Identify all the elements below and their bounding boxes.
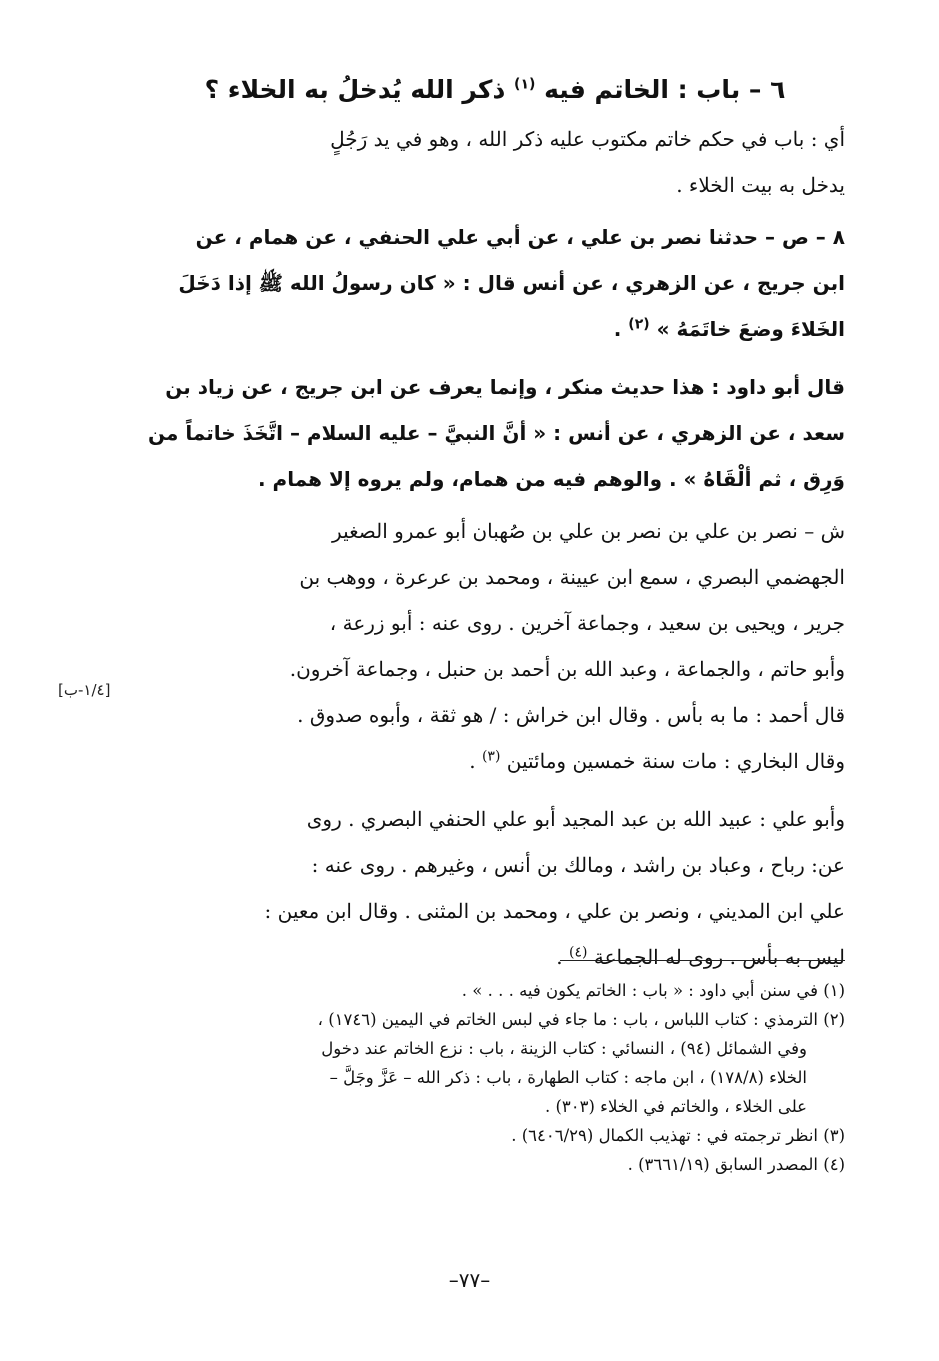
footnote-1: (١) في سنن أبي داود : « باب : الخاتم يكون فيه . . . » . xyxy=(461,981,845,1000)
commentary-2-line-1: وأبو علي : عبيد الله بن عبد المجيد أبو علي الحنفي البصري . روى xyxy=(306,807,845,831)
manuscript-folio-marker: [١/٤-ب] xyxy=(58,681,111,699)
footnote-2-continuation: على الخلاء ، والخاتم في الخلاء (٣٠٣) . xyxy=(544,1097,807,1116)
commentary-block-1 xyxy=(145,508,845,784)
commentary-1-line-2: الجهضمي البصري ، سمع ابن عيينة ، ومحمد بن عرعرة ، ووهب بن xyxy=(299,565,845,589)
commentary-1-line-5: قال أحمد : ما به بأس . وقال ابن خراش : / هو ثقة ، وأبوه صدوق . xyxy=(297,703,845,727)
commentary-1-line-6 xyxy=(145,738,845,784)
abu-dawud-line-2: سعد ، عن الزهري ، عن أنس : « أنَّ النبيَّ – عليه السلام – اتَّخَذَ خاتماً من xyxy=(148,421,845,445)
footnote-2: (٢) الترمذي : كتاب اللباس ، باب : ما جاء في لبس الخاتم في اليمين (١٧٤٦) ، xyxy=(317,1010,845,1029)
footnote-3: (٣) انظر ترجمته في : تهذيب الكمال (٦٤٠٦/٢٩) . xyxy=(511,1126,845,1145)
commentary-1-line-6-end: . xyxy=(469,749,476,773)
commentary-1-line-1: ش – نصر بن علي بن نصر بن علي بن صُهبان أبو عمرو الصغير xyxy=(332,519,845,543)
footnote-2-continuation: وفي الشمائل (٩٤) ، النسائي : كتاب الزينة ، باب : نزع الخاتم عند دخول xyxy=(321,1039,807,1058)
footnote-4: (٤) المصدر السابق (٣٦٦١/١٩) . xyxy=(627,1155,845,1174)
page-number: –٧٧– xyxy=(448,1268,491,1292)
intro-line-2: يدخل به بيت الخلاء . xyxy=(676,173,845,197)
footnotes-section xyxy=(145,976,845,1179)
footnote-ref-2[interactable]: (٢) xyxy=(628,316,650,333)
footnote-divider xyxy=(560,960,845,961)
hadith-line-3 xyxy=(145,306,845,352)
commentary-1-line-6-text: وقال البخاري : مات سنة خمسين ومائتين xyxy=(506,749,845,773)
commentary-2-line-4 xyxy=(145,934,845,980)
hadith-line-3-text: الخَلاءَ وضعَ خاتَمَهُ » xyxy=(656,317,845,341)
abu-dawud-line-3: وَرِق ، ثم ألْقَاهُ » . والوهم فيه من همام، ولم يروه إلا همام . xyxy=(258,467,845,491)
footnote-2-continuation: الخلاء (١٧٨/٨) ، ابن ماجه : كتاب الطهارة ، باب : ذكر الله – عَزَّ وجَلَّ – xyxy=(329,1068,807,1087)
footnote-ref-4[interactable]: (٤) xyxy=(569,944,588,961)
footnote-ref-3[interactable]: (٣) xyxy=(481,748,501,765)
heading-text-post: ذكر الله يُدخلُ به الخلاء ؟ xyxy=(204,75,506,104)
commentary-2-line-4-text: ليس به بأس . روى له الجماعة xyxy=(593,945,845,969)
commentary-2-line-4-end: . xyxy=(556,945,563,969)
commentary-1-line-3: جرير ، ويحيى بن سعيد ، وجماعة آخرين . روى عنه : أبو زرعة ، xyxy=(329,611,845,635)
commentary-block-2 xyxy=(145,796,845,980)
hadith-block xyxy=(145,214,845,352)
footnote-ref-1[interactable]: (١) xyxy=(514,76,536,93)
heading-text-pre: ٦ – باب : الخاتم فيه xyxy=(544,75,786,104)
abu-dawud-line-1: قال أبو داود : هذا حديث منكر ، وإنما يعرف عن ابن جريج ، عن زياد بن xyxy=(165,375,845,399)
hadith-line-2: ابن جريج ، عن الزهري ، عن أنس قال : « كان رسولُ الله ﷺ إذا دَخَلَ xyxy=(178,271,845,295)
abu-dawud-block xyxy=(145,364,845,502)
page-body xyxy=(145,70,845,980)
commentary-2-line-2: عن: رباح ، وعباد بن راشد ، ومالك بن أنس ، وغيرهم . روى عنه : xyxy=(311,853,845,877)
commentary-2-line-3: علي ابن المديني ، ونصر بن علي ، ومحمد بن المثنى . وقال ابن معين : xyxy=(264,899,845,923)
chapter-heading xyxy=(145,70,845,110)
commentary-1-line-4: وأبو حاتم ، والجماعة ، وعبد الله بن أحمد بن حنبل ، وجماعة آخرون. xyxy=(289,657,845,681)
hadith-line-1: ٨ – ص – حدثنا نصر بن علي ، عن أبي علي الحنفي ، عن همام ، عن xyxy=(195,225,845,249)
hadith-line-3-end: . xyxy=(613,317,622,341)
intro-line-1: أي : باب في حكم خاتم مكتوب عليه ذكر الله ، وهو في يد رَجُلٍ xyxy=(330,127,845,151)
